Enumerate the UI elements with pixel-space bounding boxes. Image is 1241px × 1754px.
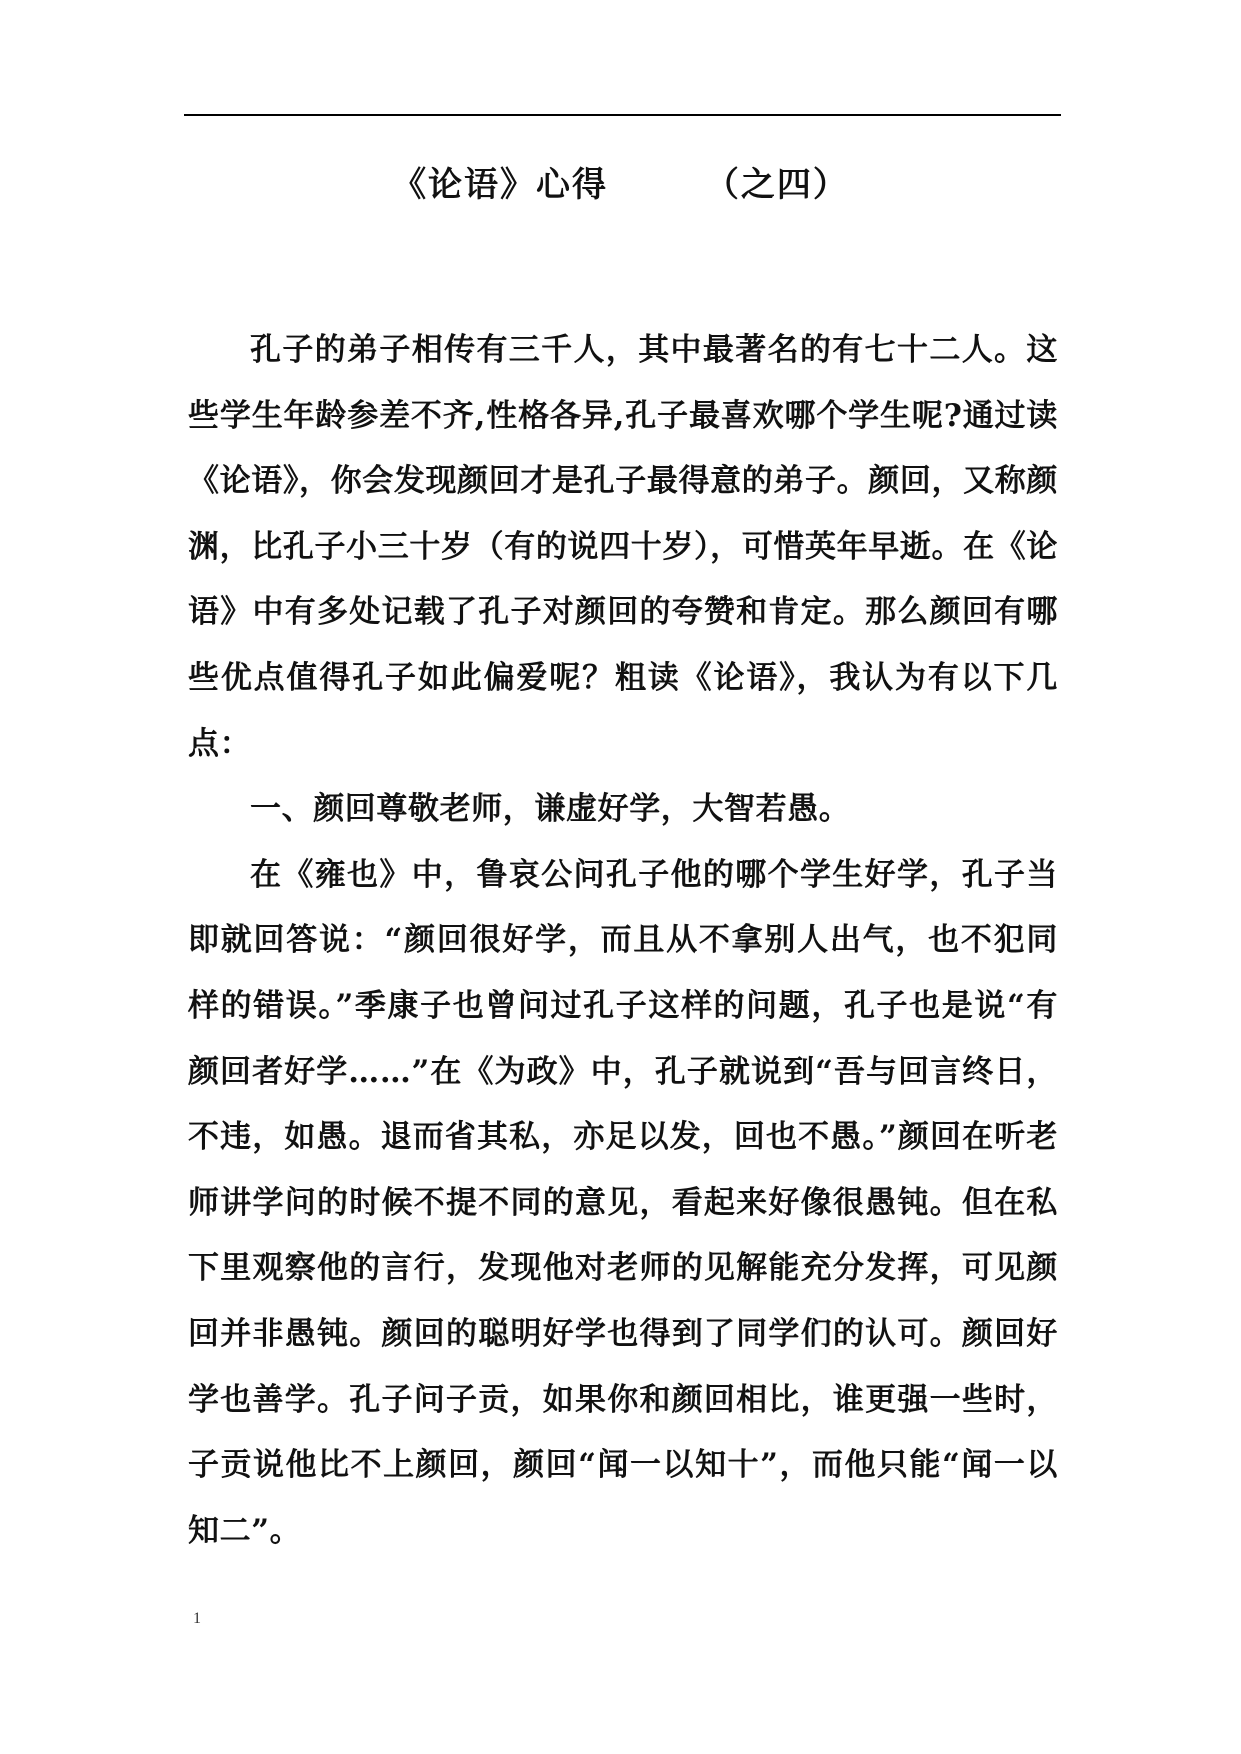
paragraph-section-1: 在《雍也》中，鲁哀公问孔子他的哪个学生好学，孔子当即就回答说：“颜回很好学，而且从不拿别人出气，也不犯同样的错误。”季康子也曾问过孔子这样的问题，孔子也是说“有颜回者好学……”在《为政》中，孔子就说到“吾与回言终日，不违，如愚。退而省其私，亦足以发，回也不愚。”颜回在听老师讲学问的时候不提不同的意见，看起来好像很愚钝。但在私下里观察他的言行，发现他对老师的见解能充分发挥，可见颜回并非愚钝。颜回的聪明好学也得到了同学们的认可。颜回好学也善学。孔子问子贡，如果你和颜回相比，谁更强一些时，子贡说他比不上颜回，颜回“闻一以知十”，而他只能“闻一以知二”。 xyxy=(188,856,1058,1549)
document-body xyxy=(188,318,1058,1564)
title-text: 《论语》心得 xyxy=(392,165,609,205)
header-rule xyxy=(184,114,1061,116)
title-subtitle: （之四） xyxy=(704,165,849,205)
page-number: 1 xyxy=(193,1610,201,1627)
document-title xyxy=(0,157,1241,206)
section-heading-1: 一、颜回尊敬老师，谦虚好学，大智若愚。 xyxy=(250,791,851,828)
paragraph-intro: 孔子的弟子相传有三千人，其中最著名的有七十二人。这些学生年龄参差不齐,性格各异,孔子最喜欢哪个学生呢?通过读《论语》，你会发现颜回才是孔子最得意的弟子。颜回，又称颜渊，比孔子小三十岁（有的说四十岁），可惜英年早逝。在《论语》中有多处记载了孔子对颜回的夸赞和肯定。那么颜回有哪些优点值得孔子如此偏爱呢？粗读《论语》，我认为有以下几点： xyxy=(188,332,1058,762)
